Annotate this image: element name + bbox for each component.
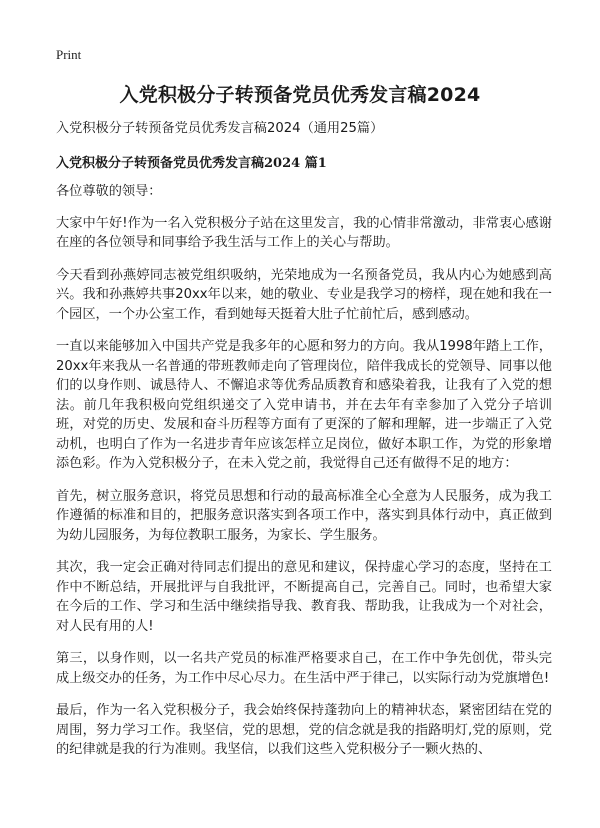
paragraph: 首先，树立服务意识，将党员思想和行动的最高标准全心全意为人民服务，成为我工作遵循的标准和目的，把服务意识落实到各项工作中，落实到具体行动中，真正做到为幼儿园服务，为每位教职工服务，为家长、学生服务。	[56, 488, 552, 543]
document-body	[56, 119, 552, 773]
print-link[interactable]: Print	[56, 47, 82, 62]
paragraph: 一直以来能够加入中国共产党是我多年的心愿和努力的方向。我从1998年踏上工作，20xx年来我从一名普通的带班教师走向了管理岗位，陪伴我成长的党领导、同事以他们的以身作则、诚恳待人、不懈追求等优秀品质教育和感染着我，让我有了入党的想法。前几年我积极向党组织递交了入党申请书，并在去年有幸参加了入党分子培训班，对党的历史、发展和奋斗历程等方面有了更深的了解和理解，进一步端正了入党动机，也明白了作为一名进步青年应该怎样立足岗位，做好本职工作，为党的形象增添色彩。作为入党积极分子，在未入党之前，我觉得自己还有做得不足的地方：	[56, 339, 552, 471]
greeting: 各位尊敬的领导：	[56, 184, 162, 199]
document-title: 入党积极分子转预备党员优秀发言稿2024	[119, 84, 481, 106]
section-heading: 入党积极分子转预备党员优秀发言稿2024 篇1	[56, 155, 327, 171]
paragraph: 今天看到孙燕婷同志被党组织吸纳，光荣地成为一名预备党员，我从内心为她感到高兴。我和孙燕婷共事20xx年以来，她的敬业、专业是我学习的榜样，现在她和我在一个园区，一个办公室工作，看到她每天挺着大肚子忙前忙后，感到感动。	[56, 267, 552, 322]
paragraph: 大家中午好!作为一名入党积极分子站在这里发言，我的心情非常激动，非常衷心感谢在座的各位领导和同事给予我生活与工作上的关心与帮助。	[56, 215, 552, 250]
paragraph: 第三，以身作则，以一名共产党员的标准严格要求自己，在工作中争先创优，带头完成上级交办的任务，为工作中尽心尽力。在生活中严于律己，以实际行动为党旗增色!	[56, 651, 552, 686]
document-subtitle: 入党积极分子转预备党员优秀发言稿2024（通用25篇）	[56, 121, 384, 136]
paragraph: 其次，我一定会正确对待同志们提出的意见和建议，保持虚心学习的态度，坚持在工作中不断总结，开展批评与自我批评，不断提高自己，完善自己。同时，也希望大家在今后的工作、学习和生活中继续指导我、教育我、帮助我，让我成为一个对社会，对人民有用的人!	[56, 560, 552, 634]
paragraph: 最后，作为一名入党积极分子，我会始终保持蓬勃向上的精神状态，紧密团结在党的周围，努力学习工作。我坚信，党的思想，党的信念就是我的指路明灯,党的原则，党的纪律就是我的行为准则。我坚信，以我们这些入党积极分子一颗火热的、	[56, 703, 552, 757]
